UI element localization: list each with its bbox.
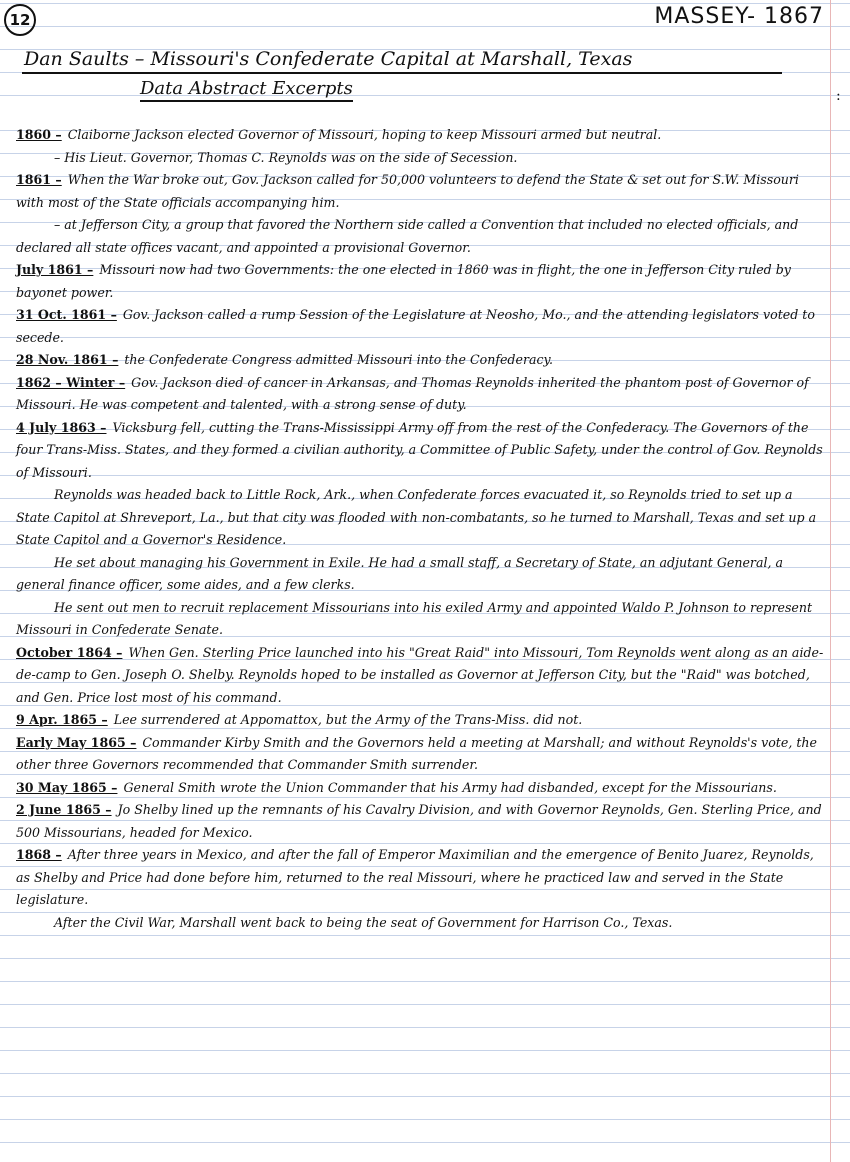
entry-date: 31 Oct. 1861 – bbox=[16, 307, 117, 322]
entry bbox=[16, 259, 826, 304]
entry-text: Lee surrendered at Appomattox, but the Army of the Trans-Miss. did not. bbox=[113, 712, 583, 727]
margin-mark: : bbox=[836, 88, 841, 104]
entry-text: Claiborne Jackson elected Governor of Missouri, hoping to keep Missouri armed but neutral. bbox=[67, 127, 662, 142]
entry bbox=[16, 124, 826, 147]
entry bbox=[16, 552, 826, 597]
entry-text: General Smith wrote the Union Commander that his Army had disbanded, except for the Missourians. bbox=[123, 779, 777, 795]
entry-date: 1868 – bbox=[16, 847, 62, 862]
entry-date: 1862 – Winter – bbox=[16, 374, 126, 390]
entry bbox=[16, 799, 826, 844]
page-number: 12 bbox=[9, 11, 31, 29]
entry-text: When Gen. Sterling Price launched into his "Great Raid" into Missouri, Tom Reynolds went along as an aide-de-camp to Gen. Joseph O. Shelby. Reynolds hoped to be installed as Governor at Jefferson City, but the "Raid" was botched, and Gen. Price lost most of his command. bbox=[16, 644, 824, 705]
entry bbox=[16, 642, 826, 710]
entry bbox=[16, 732, 826, 777]
entry-date: July 1861 – bbox=[16, 262, 94, 277]
entry-text: When the War broke out, Gov. Jackson called for 50,000 volunteers to defend the State & set out for S.W. Missouri with most of the State officials accompanying him. bbox=[16, 172, 799, 210]
entry-text: Gov. Jackson died of cancer in Arkansas, and Thomas Reynolds inherited the phantom post of Governor of Missouri. He was competent and talented, with a strong sense of duty. bbox=[16, 374, 809, 412]
entry bbox=[16, 349, 826, 372]
author-header: MASSEY- 1867 bbox=[654, 4, 824, 29]
entry bbox=[16, 844, 826, 912]
page-number-circle bbox=[4, 4, 36, 36]
entry-text: Commander Kirby Smith and the Governors held a meeting at Marshall; and without Reynolds's vote, the other three Governors recommended that Commander Smith surrender. bbox=[16, 734, 817, 772]
entry bbox=[16, 147, 826, 170]
entry-text: – His Lieut. Governor, Thomas C. Reynolds was on the side of Secession. bbox=[54, 149, 518, 165]
entry-date: 9 Apr. 1865 – bbox=[16, 712, 108, 727]
entry-date: 2 June 1865 – bbox=[16, 802, 112, 817]
entry bbox=[16, 484, 826, 552]
entry-text: – at Jefferson City, a group that favored the Northern side called a Convention that included no elected officials, and declared all state offices vacant, and appointed a provisional Governor. bbox=[16, 217, 799, 255]
entry-text: He sent out men to recruit replacement Missourians into his exiled Army and appointed Waldo P. Johnson to represent Missouri in Confederate Senate. bbox=[16, 599, 813, 637]
entry bbox=[16, 214, 826, 259]
entry-text: Missouri now had two Governments: the one elected in 1860 was in flight, the one in Jefferson City ruled by bayonet power. bbox=[16, 262, 791, 300]
entry-text: the Confederate Congress admitted Missouri into the Confederacy. bbox=[124, 352, 553, 367]
margin-line bbox=[830, 0, 831, 1162]
entry bbox=[16, 372, 826, 417]
entry bbox=[16, 709, 826, 732]
entry-text: Vicksburg fell, cutting the Trans-Mississippi Army off from the rest of the Confederacy. The Governors of the four Trans-Miss. States, and they formed a civilian authority, a Committee of Public Safety, under the control of Gov. Reynolds of Missouri. bbox=[16, 419, 823, 480]
entry-text: Gov. Jackson called a rump Session of the Legislature at Neosho, Mo., and the attending legislators voted to secede. bbox=[16, 307, 815, 345]
entry bbox=[16, 169, 826, 214]
entry-date: October 1864 – bbox=[16, 644, 123, 660]
entry-date: Early May 1865 – bbox=[16, 734, 137, 750]
entry bbox=[16, 304, 826, 349]
entry bbox=[16, 417, 826, 485]
entry-date: 4 July 1863 – bbox=[16, 419, 107, 435]
entry-text: After the Civil War, Marshall went back to being the seat of Government for Harrison Co., Texas. bbox=[54, 914, 673, 930]
entry-text: Reynolds was headed back to Little Rock, Ark., when Confederate forces evacuated it, so Reynolds tried to set up a State Capitol at Shreveport, La., but that city was flooded with non-combatants, so he turned to Marshall, Texas and set up a State Capitol and a Governor's Residence. bbox=[16, 487, 817, 547]
entry bbox=[16, 597, 826, 642]
excerpt-body bbox=[16, 124, 826, 934]
document-subtitle: Data Abstract Excerpts bbox=[140, 78, 353, 102]
entry bbox=[16, 777, 826, 800]
entry-text: Jo Shelby lined up the remnants of his Cavalry Division, and with Governor Reynolds, Gen. Sterling Price, and 500 Missourians, headed for Mexico. bbox=[16, 802, 822, 840]
entry bbox=[16, 912, 826, 935]
entry-text: He set about managing his Government in Exile. He had a small staff, a Secretary of State, an adjutant General, a general finance officer, some aides, and a few clerks. bbox=[16, 554, 784, 592]
entry-date: 1860 – bbox=[16, 127, 62, 142]
document-title: Dan Saults – Missouri's Confederate Capital at Marshall, Texas bbox=[24, 48, 633, 70]
title-underline bbox=[22, 72, 782, 74]
entry-date: 28 Nov. 1861 – bbox=[16, 352, 119, 367]
entry-text: After three years in Mexico, and after the fall of Emperor Maximilian and the emergence of Benito Juarez, Reynolds, as Shelby and Price had done before him, returned to the real Missouri, where he practiced law and served in the State legislature. bbox=[16, 847, 814, 907]
entry-date: 30 May 1865 – bbox=[16, 779, 118, 795]
entry-date: 1861 – bbox=[16, 172, 62, 187]
